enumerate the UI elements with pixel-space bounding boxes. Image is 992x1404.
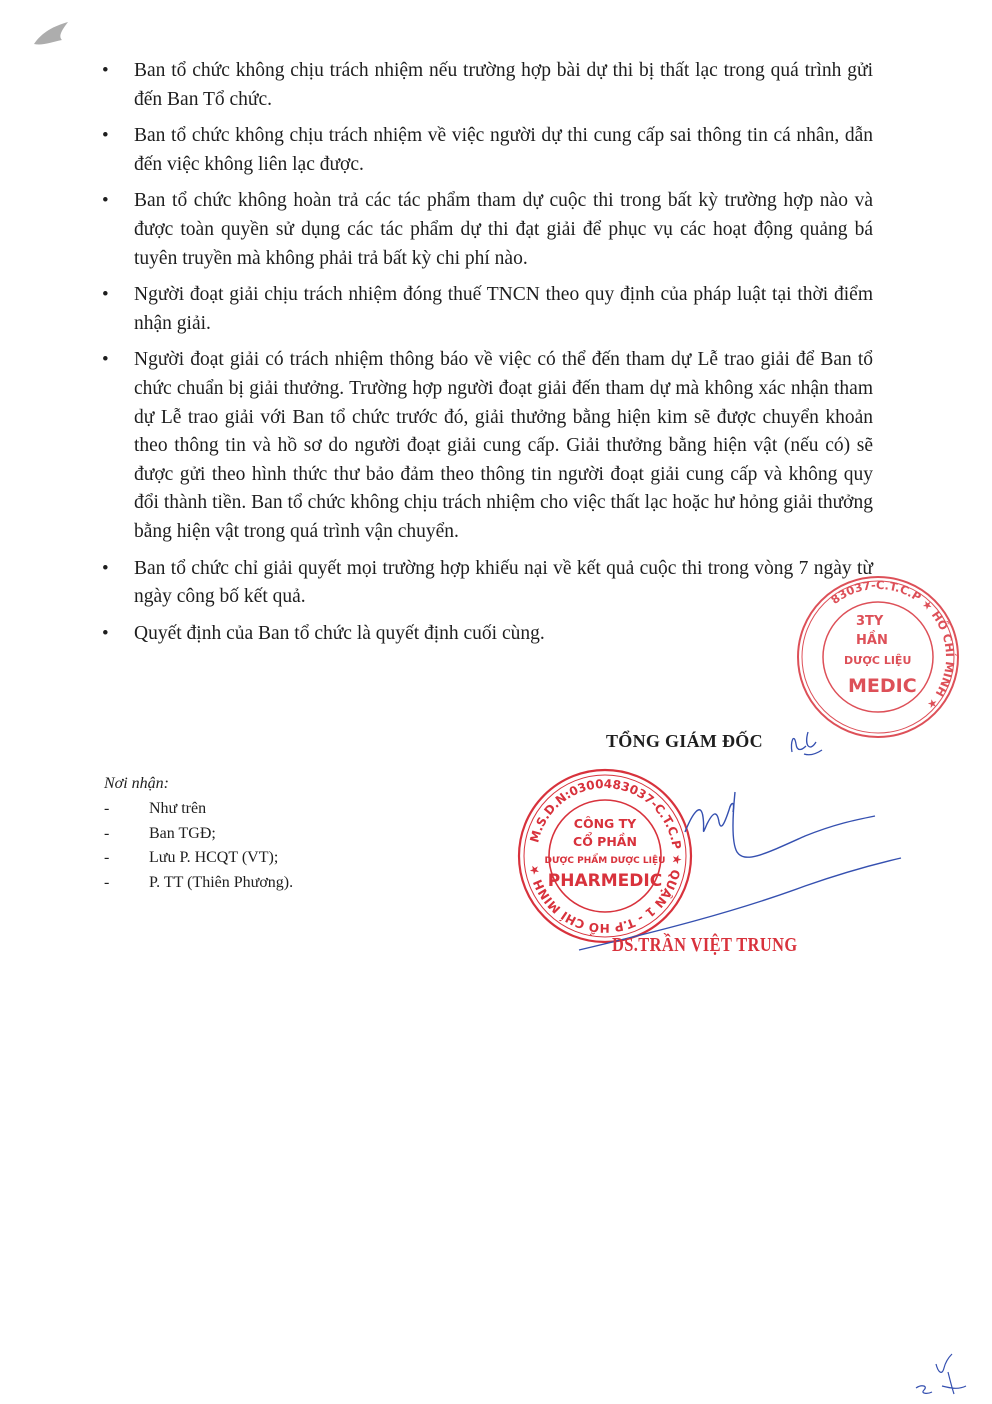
recipients-list [104,797,293,895]
signer-title: TỔNG GIÁM ĐỐC [606,731,763,751]
recipient-text: P. TT (Thiên Phương). [149,873,294,891]
recipients-block [104,775,293,895]
terms-item [100,57,873,114]
terms-item [100,555,873,612]
dash-marker: - [104,824,110,842]
terms-item [100,281,873,338]
svg-text:PHARMEDIC: PHARMEDIC [547,871,663,891]
terms-item [100,122,873,179]
bullet-icon: • [102,60,109,81]
initials-mark [786,726,826,760]
partial-company-seal [828,572,968,742]
terms-item-text: Ban tổ chức không chịu trách nhiệm nếu trường hợp bài dự thi bị thất lạc trong quá trình gửi đến Ban Tổ chức. [134,60,873,110]
recipient-item [104,797,293,822]
recipient-item [104,871,293,896]
dash-marker: - [104,849,110,866]
recipient-text: Lưu P. HCQT (VT); [149,849,279,866]
recipient-item [104,822,293,847]
svg-text:3TY: 3TY [856,614,884,629]
recipient-text: Ban TGĐ; [149,824,216,842]
terms-list [100,57,873,656]
terms-item-text: Người đoạt giải có trách nhiệm thông báo về việc có thể đến tham dự Lễ trao giải để Ban tổ chức chuẩn bị giải thưởng. Trường hợp người đoạt giải đến tham dự mà không xác nhận tham dự Lễ trao giải với Ban tổ chức trước đó, giải thưởng bằng hiện kim sẽ được chuyển khoản theo thông tin và hồ sơ do người đoạt giải cung cấp. Giải thưởng bằng hiện vật (nếu có) sẽ được gửi theo hình thức thư bảo đảm theo thông tin người đoạt giải cung cấp và không quy đổi thành tiền. Ban tổ chức không chịu trách nhiệm cho việc thất lạc hoặc hư hỏng giải thưởng bằng hiện vật trong quá trình vận chuyển. [134,349,873,542]
bullet-icon: • [102,622,109,644]
bullet-icon: • [102,284,109,306]
recipients-label: Nơi nhận: [104,775,169,792]
dash-marker: - [104,800,110,817]
bullet-icon: • [102,349,109,371]
terms-item-text: Ban tổ chức không hoàn trả các tác phẩm tham dự cuộc thi trong bất kỳ trường hợp nào và được toàn quyền sử dụng các tác phẩm dự thi đạt giải để phục vụ các hoạt động quảng bá tuyên truyền mà không phải trả bất kỳ chi phí nào. [134,190,873,269]
svg-text:DƯỢC PHẨM DƯỢC LIỆU: DƯỢC PHẨM DƯỢC LIỆU [544,856,666,866]
svg-text:HẦN: HẦN [856,633,888,648]
svg-text:CÔNG TY: CÔNG TY [573,816,637,831]
svg-text:83037-C.T.C.P ★ HỒ CHÍ MINH ★: 83037-C.T.C.P ★ HỒ CHÍ MINH ★ [828,577,958,713]
scan-smudge [28,18,78,68]
terms-item-text: Ban tổ chức không chịu trách nhiệm về việc người dự thi cung cấp sai thông tin cá nhân, dẫn đến việc không liên lạc được. [134,125,873,175]
signer-name: DS.TRẦN VIỆT TRUNG [612,934,798,956]
terms-item [100,346,873,546]
bullet-icon: • [102,125,109,147]
page-initials-mark [912,1350,972,1400]
bullet-icon: • [102,190,109,212]
recipient-item [104,846,293,871]
svg-text:MEDIC: MEDIC [848,675,917,697]
terms-item [100,187,873,273]
recipient-text: Như trên [149,800,207,817]
bullet-icon: • [102,557,109,579]
terms-item [100,620,873,649]
svg-text:CỔ PHẦN: CỔ PHẦN [573,834,637,849]
terms-item-text: Quyết định của Ban tổ chức là quyết định cuối cùng. [134,622,545,644]
svg-text:M.S.D.N:0300483037-C.T.C.P ★ Q: M.S.D.N:0300483037-C.T.C.P ★ QUẬN 1 - T.P HỒ CHÍ MINH ★ [526,776,685,936]
terms-item-text: Người đoạt giải chịu trách nhiệm đóng thuế TNCN theo quy định của pháp luật tại thời điểm nhận giải. [134,284,873,334]
dash-marker: - [104,873,110,891]
terms-item-text: Ban tổ chức chỉ giải quyết mọi trường hợp khiếu nại về kết quả cuộc thi trong vòng 7 ngày từ ngày công bố kết quả. [134,557,873,608]
svg-text:DƯỢC LIỆU: DƯỢC LIỆU [844,654,912,667]
